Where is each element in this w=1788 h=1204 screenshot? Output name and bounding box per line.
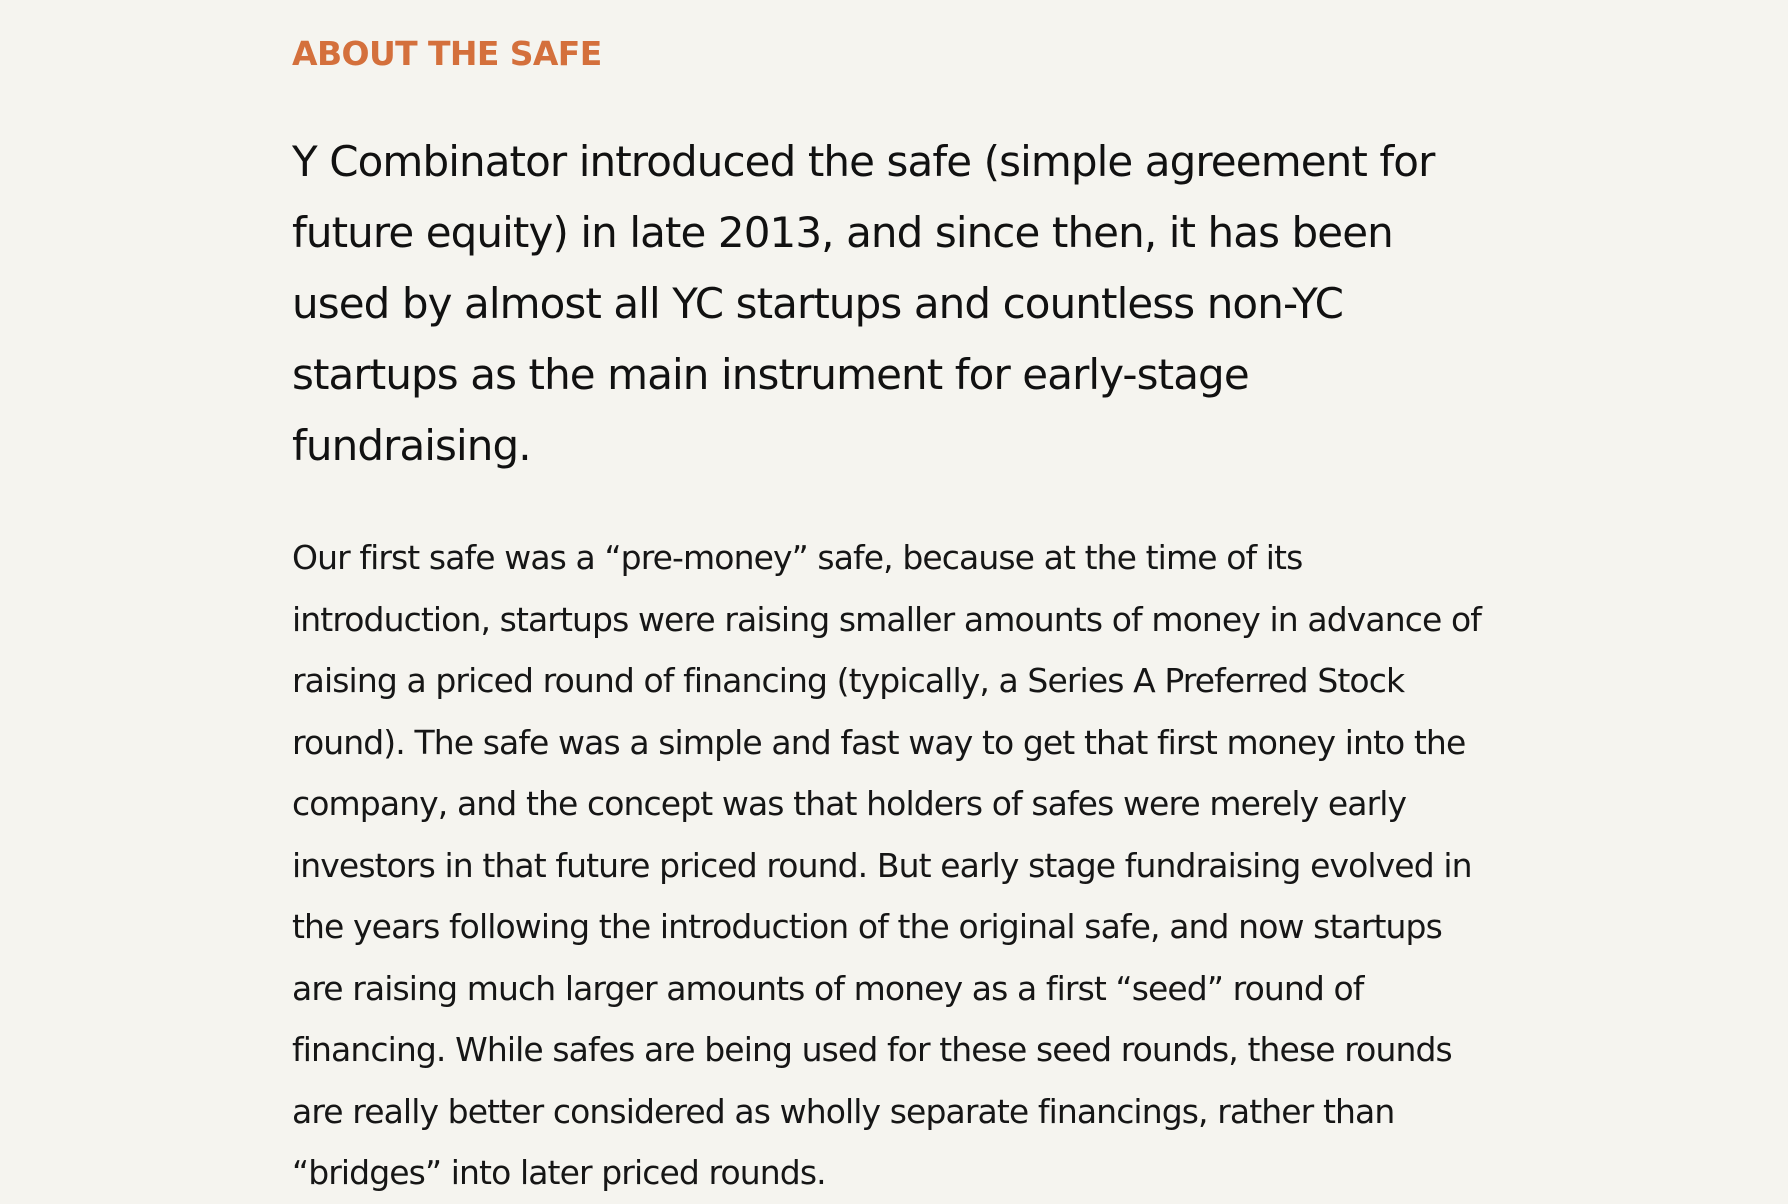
section-heading: ABOUT THE SAFE <box>292 34 602 73</box>
article-content <box>292 30 1492 1204</box>
body-paragraph: Our first safe was a “pre-money” safe, because at the time of its introduction, startups were raising smaller amounts of money in advance of raising a priced round of financing (typically, a Series A Preferred Stock round). The safe was a simple and fast way to get that first money into the company, and the concept was that holders of safes were merely early investors in that future priced round. But early stage fundraising evolved in the years following the introduction of the original safe, and now startups are raising much larger amounts of money as a first “seed” round of financing. While safes are being used for these seed rounds, these rounds are really better considered as wholly separate financings, rather than “bridges” into later priced rounds. <box>292 538 1481 1192</box>
lead-paragraph: Y Combinator introduced the safe (simple agreement for future equity) in late 2013, and since then, it has been used by almost all YC startups and countless non-YC startups as the main instrument for early-stage fundraising. <box>292 137 1435 470</box>
